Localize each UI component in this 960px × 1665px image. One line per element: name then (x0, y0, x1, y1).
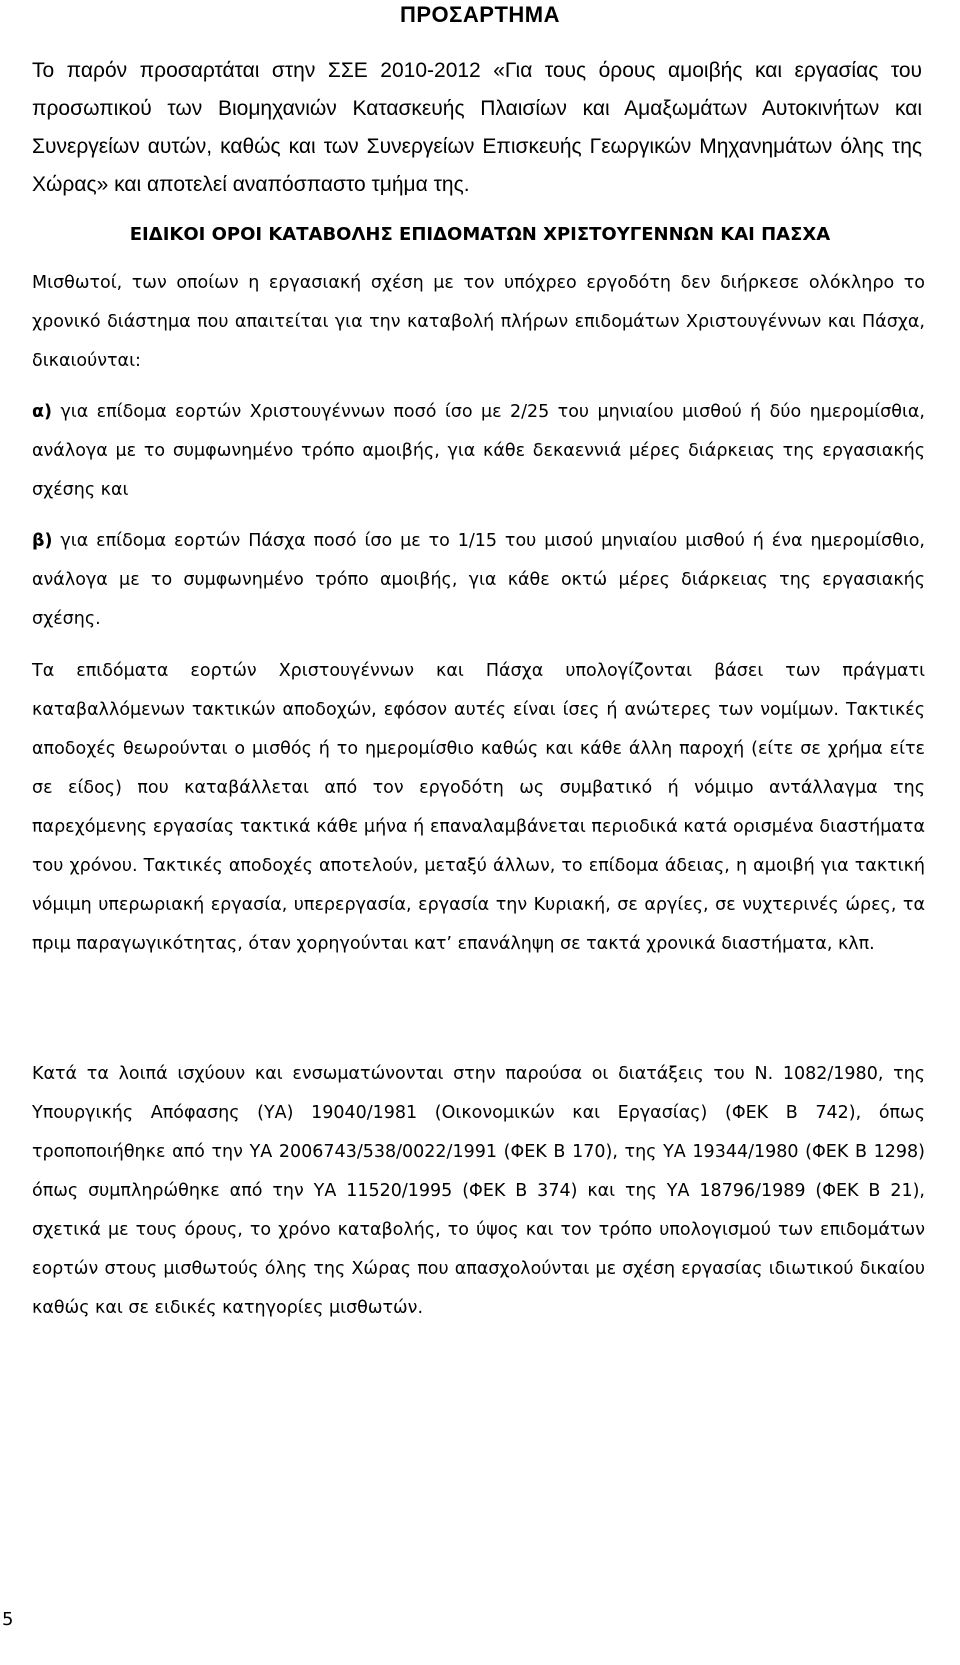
legal-provisions-paragraph: Κατά τα λοιπά ισχύουν και ενσωματώνονται στην παρούσα οι διατάξεις του Ν. 1082/1980, της Υπουργικής Απόφασης (ΥΑ) 19040/1981 (Οικονομικών και Εργασίας) (ΦΕΚ Β 742), όπως τροποποιήθηκε από την ΥΑ 2006743/538/0022/1991 (ΦΕΚ Β 170), της ΥΑ 19344/1980 (ΦΕΚ Β 1298) όπως συμπληρώθηκε από την ΥΑ 11520/1995 (ΦΕΚ Β 374) και της ΥΑ 18796/1989 (ΦΕΚ Β 21), σχετικά με τους όρους, το χρόνο καταβολής, το ύψος και τον τρόπο υπολογισμού των επιδομάτων εορτών στους μισθωτούς όλης της Χώρας που απασχολούνται με σχέση εργασίας ιδιωτικού δικαίου καθώς και σε ειδικές κατηγορίες μισθωτών. (32, 1064, 925, 1318)
eligibility-paragraph: Μισθωτοί, των οποίων η εργασιακή σχέση με τον υπόχρεο εργοδότη δεν διήρκεσε ολόκληρο το χρονικό διάστημα που απαιτείται για την καταβολή πλήρων επιδομάτων Χριστουγέννων και Πάσχα, δικαιούνται: (32, 273, 925, 371)
section-heading: ΕΙΔΙΚΟΙ ΟΡΟΙ ΚΑΤΑΒΟΛΗΣ ΕΠΙΔΟΜΑΤΩΝ ΧΡΙΣΤΟΥΓΕΝΝΩΝ ΚΑΙ ΠΑΣΧΑ (129, 224, 831, 245)
page-number: 5 (2, 1609, 14, 1630)
item-b-label: β) (32, 531, 53, 551)
christmas-bonus-item (32, 393, 925, 510)
item-a-text: για επίδομα εορτών Χριστουγέννων ποσό ίσο με 2/25 του μηνιαίου μισθού ή δύο ημερομίσθια, ανάλογα με το συμφωνημένο τρόπο αμοιβής, για κάθε δεκαεννιά μέρες διάρκειας της εργασιακής σχέσης και (32, 402, 925, 500)
intro-paragraph: Το παρόν προσαρτάται στην ΣΣΕ 2010-2012 «Για τους όρους αμοιβής και εργασίας του προσωπικού των Βιομηχανιών Κατασκευής Πλαισίων και Αμαξωμάτων Αυτοκινήτων και Συνεργείων αυτών, καθώς και των Συνεργείων Επισκευής Γεωργικών Μηχανημάτων όλης της Χώρας» και αποτελεί αναπόσπαστο τμήμα της. (32, 59, 922, 196)
item-b-text: για επίδομα εορτών Πάσχα ποσό ίσο με το 1/15 του μισού μηνιαίου μισθού ή ένα ημερομίσθιο, ανάλογα με το συμφωνημένο τρόπο αμοιβής, για κάθε οκτώ μέρες διάρκειας της εργασιακής σχέσης. (32, 531, 925, 629)
easter-bonus-item (32, 522, 925, 639)
item-a-label: α) (32, 402, 53, 422)
regular-earnings-paragraph: Τα επιδόματα εορτών Χριστουγέννων και Πάσχα υπολογίζονται βάσει των πράγματι καταβαλλόμενων τακτικών αποδοχών, εφόσον αυτές είναι ίσες ή ανώτερες των νομίμων. Τακτικές αποδοχές θεωρούνται ο μισθός ή το ημερομίσθιο καθώς και κάθε άλλη παροχή (είτε σε χρήμα είτε σε είδος) που καταβάλλεται από τον εργοδότη ως συμβατικό ή νόμιμο αντάλλαγμα της παρεχόμενης εργασίας τακτικά κάθε μήνα ή επαναλαμβάνεται περιοδικά κατά ορισμένα διαστήματα του χρόνου. Τακτικές αποδοχές αποτελούν, μεταξύ άλλων, το επίδομα άδειας, η αμοιβή για τακτική νόμιμη υπερωριακή εργασία, υπερεργασία, εργασία την Κυριακή, σε αργίες, σε νυχτερινές ώρες, τα πριμ παραγωγικότητας, όταν χορηγούνται κατ’ επανάληψη σε τακτά χρονικά διαστήματα, κλπ. (32, 661, 925, 954)
document-title: ΠΡΟΣΑΡΤΗΜΑ (400, 2, 560, 27)
